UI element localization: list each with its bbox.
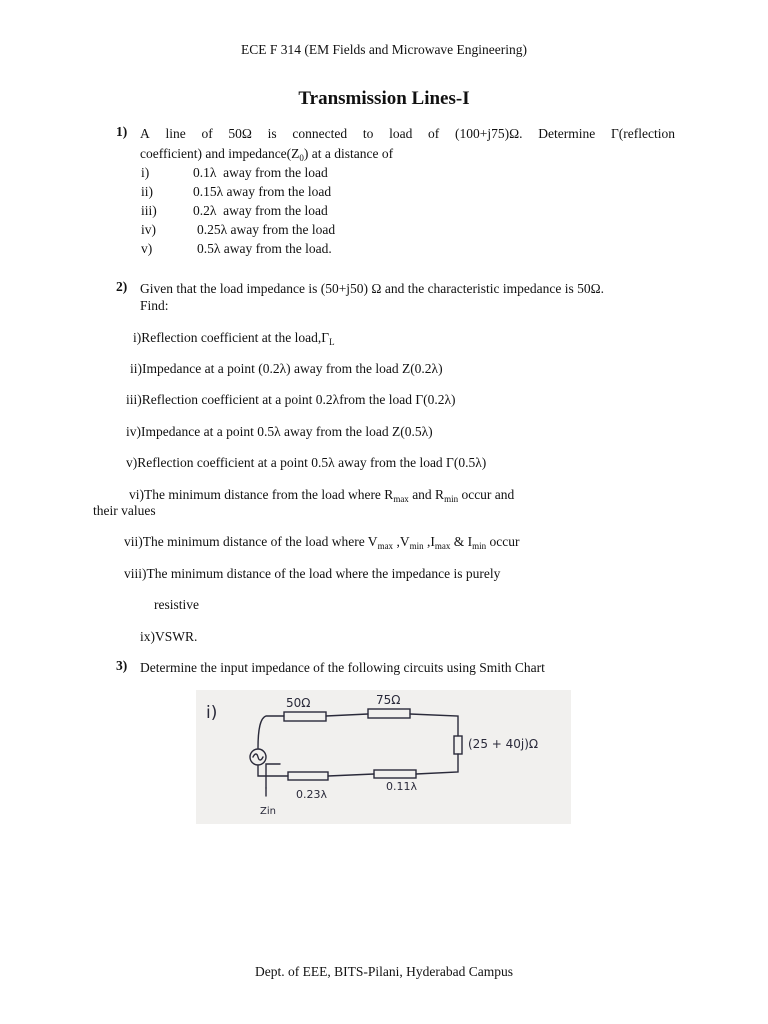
q2-part-5: v)Reflection coefficient at a point 0.5λ away from the load Γ(0.5λ) xyxy=(126,455,487,470)
q1-word: load xyxy=(389,126,413,141)
circuit-label: i) xyxy=(206,703,218,723)
q1-word: of xyxy=(201,126,213,141)
q1-word: A xyxy=(140,126,150,141)
q3-number: 3) xyxy=(116,658,128,673)
q1-list-text: 0.2λ away from the load xyxy=(193,203,328,218)
q1-list-text: 0.15λ away from the load xyxy=(193,184,332,199)
q3-statement: Determine the input impedance of the following circuits using Smith Chart xyxy=(140,660,545,675)
q2-part-9: ix)VSWR. xyxy=(140,629,198,644)
q2-find: Find: xyxy=(140,298,169,313)
q1-word: 50Ω xyxy=(228,126,252,141)
load-label: (25 + 40j)Ω xyxy=(468,737,539,751)
q1-list-roman: iii) xyxy=(141,203,157,218)
resistor-75-label: 75Ω xyxy=(376,693,401,707)
circuit-diagram xyxy=(196,690,571,824)
q1-list-item xyxy=(141,182,335,201)
footer: Dept. of EEE, BITS-Pilani, Hyderabad Campus xyxy=(255,964,513,979)
line-segment-023 xyxy=(288,772,328,780)
q1-list-roman: v) xyxy=(141,241,153,256)
resistor-75 xyxy=(368,709,410,718)
q1-word: (100+j75)Ω. xyxy=(455,126,523,141)
top-wire xyxy=(258,716,284,748)
load-resistor xyxy=(454,736,462,754)
q1-word: Γ(reflection xyxy=(610,126,675,141)
q1-number: 1) xyxy=(116,124,128,139)
q1-word: connected xyxy=(292,126,348,141)
page-title: Transmission Lines-I xyxy=(298,88,470,109)
q1-distance-list xyxy=(141,163,335,258)
q2-part-6-continued: their values xyxy=(93,503,156,518)
q1-word: Determine xyxy=(538,126,596,141)
q1-statement-line2: coefficient) and $impedance(Z_0)$ at a distance of xyxy=(140,146,394,163)
zin-label: Zin xyxy=(260,806,276,817)
length-011-label: 0.11λ xyxy=(386,780,418,793)
q2-part-2: ii)Impedance at a point (0.2λ) away from the load Z(0.2λ) xyxy=(130,361,443,376)
q1-list-text: 0.1λ away from the load xyxy=(193,165,328,180)
resistor-50-label: 50Ω xyxy=(286,696,311,710)
q1-list-text: 0.25λ away from the load xyxy=(197,222,336,237)
q1-word: line xyxy=(165,126,186,141)
q2-part-8: viii)The minimum distance of the load where the impedance is purely xyxy=(124,566,501,581)
q2-number: 2) xyxy=(116,279,128,294)
q1-list-roman: i) xyxy=(141,165,150,180)
q1-list-item xyxy=(141,239,335,258)
q1-word: to xyxy=(362,126,374,141)
q2-part-7: vii)The minimum distance of the load where $V_{max}$ $,V_{min}$ $,I_{max}$ & $I_{min}$ occur xyxy=(124,534,520,551)
q2-statement-line1: Given that the load impedance is (50+j50) Ω and the characteristic impedance is 50Ω. xyxy=(140,281,605,296)
course-header: ECE F 314 (EM Fields and Microwave Engineering) xyxy=(240,42,528,57)
length-023-label: 0.23λ xyxy=(296,788,328,801)
q1-list-roman: ii) xyxy=(141,184,153,199)
q2-part-6: vi)The minimum distance from the load where $R_{max}$ and $R_{min}$ occur and xyxy=(129,487,515,504)
q1-list-text: 0.5λ away from the load. xyxy=(197,241,332,256)
q2-part-3: iii)Reflection coefficient at a point 0.2λfrom the load Γ(0.2λ) xyxy=(126,392,456,407)
q1-list-item xyxy=(141,220,335,239)
q2-part-1: i)Reflection coefficient at the $load,\Gamma_L$ xyxy=(133,330,335,347)
q1-list-item xyxy=(141,201,335,220)
q1-word: of xyxy=(428,126,440,141)
line-segment-011 xyxy=(374,770,416,778)
q1-list-item xyxy=(141,163,335,182)
q2-part-8-continued: resistive xyxy=(154,597,199,612)
q2-part-4: iv)Impedance at a point 0.5λ away from the load Z(0.5λ) xyxy=(126,424,433,439)
resistor-50 xyxy=(284,712,326,721)
q1-statement-line1 xyxy=(140,124,675,143)
q1-list-roman: iv) xyxy=(141,222,156,237)
q1-word: is xyxy=(267,126,277,141)
